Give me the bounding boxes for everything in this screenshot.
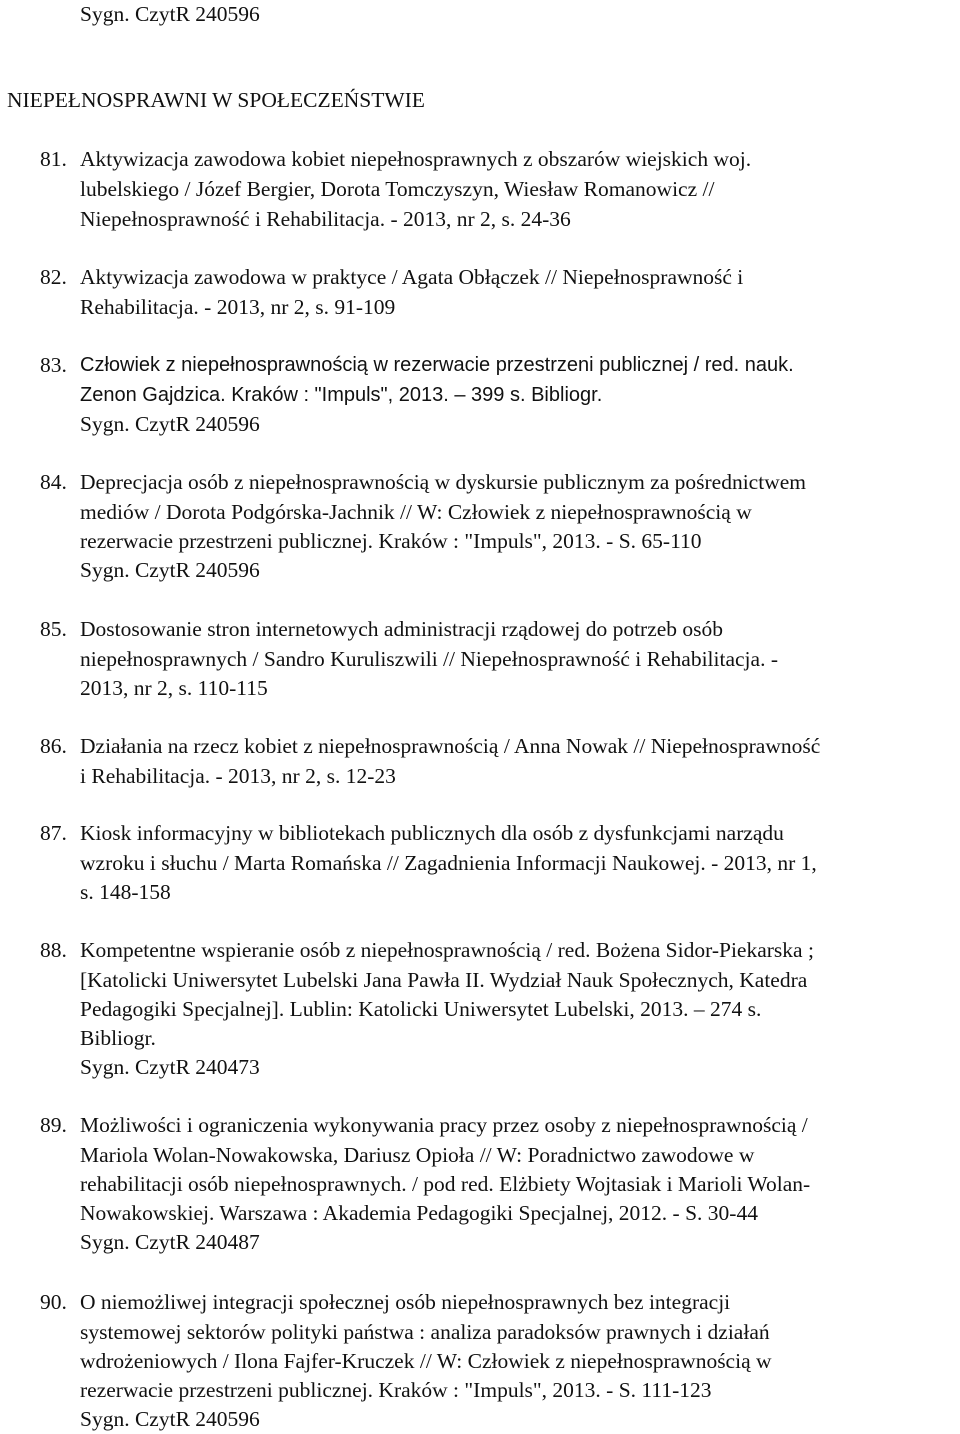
entry-number: 85. (40, 617, 67, 641)
entry-line: wzroku i słuchu / Marta Romańska // Zagadnienia Informacji Naukowej. - 2013, nr 1, (80, 851, 817, 875)
entry-line: Aktywizacja zawodowa w praktyce / Agata Obłączek // Niepełnosprawność i (80, 265, 744, 289)
entry-line: Człowiek z niepełnosprawnością w rezerwacie przestrzeni publicznej / red. nauk. (80, 354, 794, 376)
entry-line: Sygn. CzytR 240596 (80, 412, 260, 436)
entry-number: 82. (40, 265, 67, 289)
entry-line: rehabilitacji osób niepełnosprawnych. / pod red. Elżbiety Wojtasiak i Marioli Wolan- (80, 1172, 811, 1196)
entry-line: systemowej sektorów polityki państwa : analiza paradoksów prawnych i działań (80, 1320, 770, 1344)
entry-number: 87. (40, 821, 67, 845)
entry-line: Sygn. CzytR 240473 (80, 1055, 260, 1079)
entry-number: 81. (40, 147, 67, 171)
entry-number: 90. (40, 1290, 67, 1314)
entry-number: 84. (40, 470, 67, 494)
entry-line: Kompetentne wspieranie osób z niepełnosprawnością / red. Bożena Sidor-Piekarska ; (80, 938, 814, 962)
entry-line: Aktywizacja zawodowa kobiet niepełnosprawnych z obszarów wiejskich woj. (80, 147, 752, 171)
section-heading: NIEPEŁNOSPRAWNI W SPOŁECZEŃSTWIE (7, 88, 425, 112)
entry-line: 2013, nr 2, s. 110-115 (80, 676, 268, 700)
entry-number: 86. (40, 734, 67, 758)
entry-line: rezerwacie przestrzeni publicznej. Kraków : "Impuls", 2013. - S. 65-110 (80, 529, 702, 553)
entry-line: Niepełnosprawność i Rehabilitacja. - 2013, nr 2, s. 24-36 (80, 207, 571, 231)
entry-line: Sygn. CzytR 240596 (80, 558, 260, 582)
entry-line: Nowakowskiej. Warszawa : Akademia Pedagogiki Specjalnej, 2012. - S. 30-44 (80, 1201, 758, 1225)
entry-line: rezerwacie przestrzeni publicznej. Kraków : "Impuls", 2013. - S. 111-123 (80, 1378, 712, 1402)
entry-line: Mariola Wolan-Nowakowska, Dariusz Opioła // W: Poradnictwo zawodowe w (80, 1143, 755, 1167)
entry-number: 88. (40, 938, 67, 962)
entry-line: Deprecjacja osób z niepełnosprawnością w dyskursie publicznym za pośrednictwem (80, 470, 806, 494)
entry-number: 83. (40, 353, 67, 377)
entry-line: mediów / Dorota Podgórska-Jachnik // W: Człowiek z niepełnosprawnością w (80, 500, 752, 524)
entry-line: [Katolicki Uniwersytet Lubelski Jana Pawła II. Wydział Nauk Społecznych, Katedra (80, 968, 808, 992)
entry-line: Kiosk informacyjny w bibliotekach publicznych dla osób z dysfunkcjami narządu (80, 821, 784, 845)
entry-line: Sygn. CzytR 240596 (80, 1407, 260, 1431)
entry-line: Sygn. CzytR 240487 (80, 1230, 260, 1254)
entry-line: lubelskiego / Józef Bergier, Dorota Tomczyszyn, Wiesław Romanowicz // (80, 177, 715, 201)
entry-number: 89. (40, 1113, 67, 1137)
entry-line: niepełnosprawnych / Sandro Kuruliszwili // Niepełnosprawność i Rehabilitacja. - (80, 647, 778, 671)
entry-line: i Rehabilitacja. - 2013, nr 2, s. 12-23 (80, 764, 396, 788)
entry-line: Pedagogiki Specjalnej]. Lublin: Katolicki Uniwersytet Lubelski, 2013. – 274 s. (80, 997, 762, 1021)
entry-line: Rehabilitacja. - 2013, nr 2, s. 91-109 (80, 295, 396, 319)
entry-line: Działania na rzecz kobiet z niepełnosprawnością / Anna Nowak // Niepełnosprawność (80, 734, 821, 758)
entry-line: wdrożeniowych / Ilona Fajfer-Kruczek // W: Człowiek z niepełnosprawnością w (80, 1349, 772, 1373)
entry-line: s. 148-158 (80, 880, 171, 904)
entry-line: Dostosowanie stron internetowych administracji rządowej do potrzeb osób (80, 617, 724, 641)
entry-line: Bibliogr. (80, 1026, 156, 1050)
entry-line: Zenon Gajdzica. Kraków : "Impuls", 2013. – 399 s. Bibliogr. (80, 384, 603, 406)
entry-line: O niemożliwej integracji społecznej osób niepełnosprawnych bez integracji (80, 1290, 731, 1314)
top-signature: Sygn. CzytR 240596 (80, 2, 260, 26)
entry-line: Możliwości i ograniczenia wykonywania pracy przez osoby z niepełnosprawnością / (80, 1113, 808, 1137)
